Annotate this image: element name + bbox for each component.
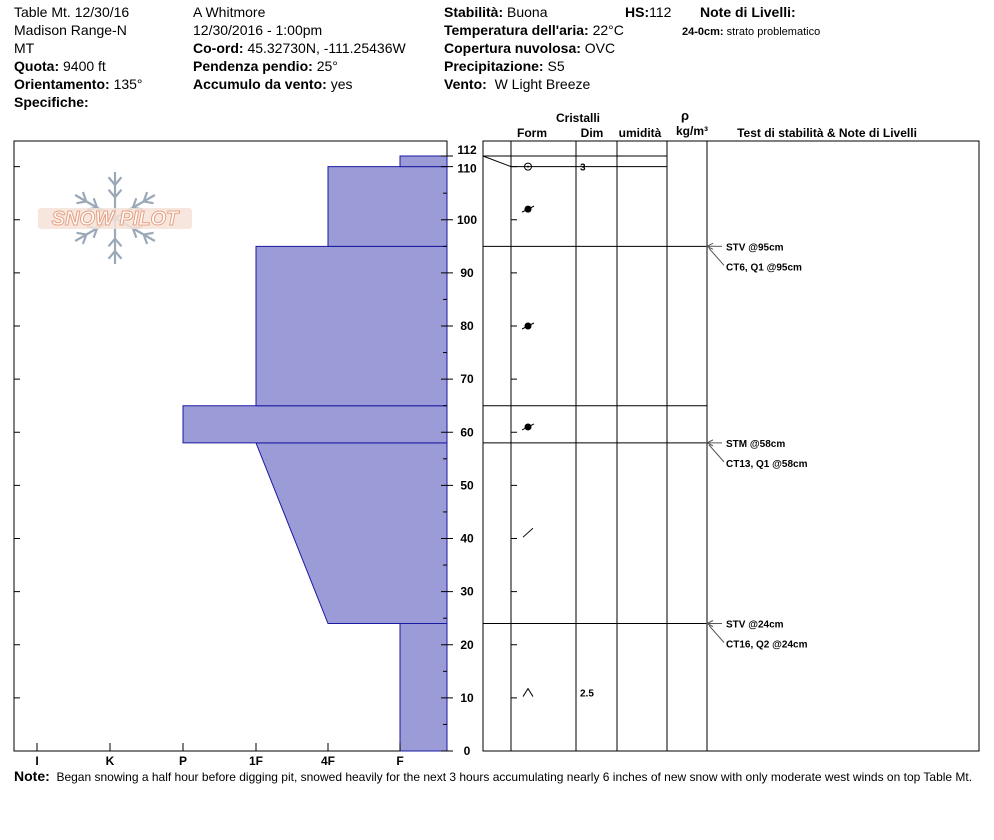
y-tick-label-112: 112 [457,143,477,157]
hardness-layer-0 [400,624,447,752]
y-tick-label-40: 40 [460,531,474,546]
form-header: Form [517,126,547,140]
temp-value: 22°C [592,22,624,38]
flake-branch [76,233,86,235]
y-tick-label-70: 70 [460,372,474,387]
umidita-header: umidità [618,126,662,140]
x-tick-label-1F: 1F [248,754,264,768]
crystal-rounded-graupel-icon [522,323,534,330]
test-label-secondary: CT16, Q2 @24cm [726,639,808,651]
y-tick-label-30: 30 [460,584,474,599]
stability-test [707,242,802,273]
stabilita-label: Stabilità: [444,4,504,20]
surface-connector [483,156,511,167]
observer: A Whitmore [193,4,266,20]
precip-value: S5 [547,58,565,74]
crystal-rounded-graupel-icon [522,206,534,213]
note-section [14,767,980,787]
x-tick-label-I: I [35,754,39,768]
datetime: 12/30/2016 - 1:00pm [193,22,323,38]
test-label-secondary: CT6, Q1 @95cm [726,262,802,274]
crystal-stroke [523,528,533,537]
note-text: Began snowing a half hour before digging pit, snowed heavily for the next 3 hours accumulating nearly 6 inches of new snow with only moderate west winds on top Table Mt. [56,770,973,784]
crystal-size: 2.5 [580,688,594,700]
orient-label: Orientamento: [14,76,110,92]
crystal-caret [523,689,533,697]
crystal-rounded-graupel-icon [522,423,534,430]
layer-boundaries [483,156,707,624]
snowpilot-logo [38,172,192,264]
x-tick-label-F: F [396,754,404,768]
test-pointer-diagonal [709,445,724,462]
y-tick-label-90: 90 [460,265,474,280]
flake-branch [144,201,154,203]
rho-header: ρ [680,108,690,123]
hardness-profile [183,156,447,751]
accumulo-label: Accumulo da vento: [193,76,327,92]
crystal-faceted-icon [523,528,533,537]
x-tick-label-K: K [105,754,115,768]
hardness-layer-2 [183,406,447,443]
copertura-label: Copertura nuvolosa: [444,40,581,56]
dim-header: Dim [580,126,604,140]
crystal-column [522,163,594,700]
stability-test [707,620,808,651]
y-tick-label-50: 50 [460,478,474,493]
temp-label: Temperatura dell'aria: [444,22,589,38]
crystal-depth-hoar-icon [523,689,533,697]
hs-label: HS: [625,4,650,20]
accumulo-value: yes [330,76,353,92]
specifiche-label: Specifiche: [14,94,89,110]
logo-text: SNOW PILOT [51,208,179,230]
flake-branch [144,233,154,235]
test-pointer-diagonal [709,626,724,643]
quota-value: 9400 ft [63,58,106,74]
stabilita-value: Buona [507,4,548,20]
note-livelli-label: Note di Livelli: [700,4,796,20]
x-tick-label-4F: 4F [320,754,336,768]
flake-branch [76,201,86,203]
hardness-layer-1 [256,443,447,624]
vento-value: W Light Breeze [494,76,591,92]
orient-value: 135° [113,76,143,92]
note-label: Note: [14,768,50,784]
y-tick-label-60: 60 [460,425,474,440]
note-livelli-range: 24-0cm: [682,26,724,38]
state: MT [14,40,35,56]
mountain-range: Madison Range-N [14,22,127,38]
pendenza-label: Pendenza pendio: [193,58,313,74]
stability-tests [707,242,808,650]
site-name: Table Mt. 12/30/16 [14,4,130,20]
copertura-value: OVC [584,40,616,56]
quota-label: Quota: [14,58,60,74]
hs-value: 112 [649,4,672,20]
y-tick-label-110: 110 [457,161,477,176]
x-tick-label-P: P [178,754,188,768]
y-tick-label-20: 20 [460,637,474,652]
coord-label: Co-ord: [193,40,244,56]
tests-header: Test di stabilità & Note di Livelli [737,126,917,140]
note-livelli-text: strato problematico [726,26,821,38]
y-tick-label-0: 0 [463,744,471,758]
hardness-layer-3 [256,246,447,405]
test-pointer-diagonal [709,248,724,265]
crystal-size: 3 [580,162,586,174]
hardness-layer-4 [328,167,447,247]
hardness-x-axis [35,743,403,768]
test-label-primary: STV @95cm [726,242,784,254]
stability-test [707,439,808,470]
pendenza-value: 25° [316,58,338,74]
precip-label: Precipitazione: [444,58,544,74]
test-label-secondary: CT13, Q1 @58cm [726,458,808,470]
y-tick-label-100: 100 [456,212,478,227]
hardness-layer-5 [400,156,447,167]
crystal-dot [527,166,529,168]
coord-value: 45.32730N, -111.25436W [247,40,406,56]
test-label-primary: STV @24cm [726,619,784,631]
vento-label: Vento: [444,76,487,92]
y-tick-label-10: 10 [460,690,474,705]
density-unit-header: kg/m³ [675,124,709,138]
y-tick-label-80: 80 [460,319,474,333]
cristalli-header: Cristalli [555,111,601,125]
test-label-primary: STM @58cm [726,438,786,450]
